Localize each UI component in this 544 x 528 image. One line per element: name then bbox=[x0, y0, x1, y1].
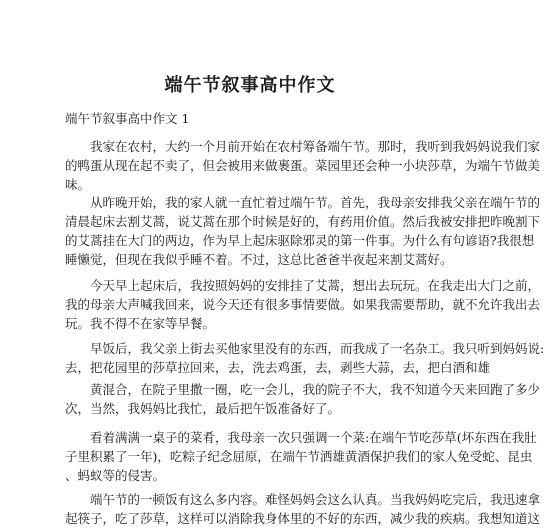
paragraph-line: 、蚂蚁等的侵害。 bbox=[65, 468, 166, 483]
paragraph-line: 从昨晚开始，我的家人就一直忙着过端午节。首先，我母亲安排我父亲在端午节的 bbox=[65, 195, 541, 210]
paragraph-line: 玩。我不得不在家等早餐。 bbox=[65, 316, 216, 331]
paragraph-3 bbox=[65, 276, 541, 333]
paragraph-line: 看着满满一桌子的菜肴，我母亲一次只强调一个菜:在端午节吃莎草(坏东西在我肚 bbox=[65, 430, 537, 445]
paragraph-line: 的鸭蛋从现在起不卖了，但会被用来做裹蛋。菜园里还会种一小块莎草，为端午节做美 bbox=[65, 158, 541, 173]
paragraph-line: 的艾蒿挂在大门的两边，作为早上起床驱除邪灵的第一件事。为什么有句谚语?我很想 bbox=[65, 233, 535, 248]
paragraph-5 bbox=[65, 380, 541, 418]
paragraph-line: 端午节的一顿饭有这么多内容。难怪妈妈会这么认真。当我妈妈吃完后，我迅速拿 bbox=[65, 492, 541, 507]
paragraph-line: 去，把花园里的莎草拉回来，去，洗去鸡蛋，去，剥些大蒜，去，把白酒和雄 bbox=[65, 360, 491, 375]
paragraph-line: 清晨起床去割艾蒿，说艾蒿在那个时候是好的，有药用价值。然后我被安排把昨晚割下 bbox=[65, 214, 541, 229]
paragraph-line: 次，当然，我妈妈比我忙，最后把午饭准备好了。 bbox=[65, 401, 341, 416]
paragraph-line: 早饭后，我父亲上街去买他家里没有的东西，而我成了一名杂工。我只听到妈妈说: bbox=[65, 341, 544, 356]
paragraph-2 bbox=[65, 193, 541, 269]
paragraph-4 bbox=[65, 339, 544, 377]
paragraph-6 bbox=[65, 428, 537, 485]
paragraph-7 bbox=[65, 490, 541, 528]
paragraph-line: 起筷子，吃了莎草，这样可以消除我身体里的不好的东西，减少我的疾病。我想知道这 bbox=[65, 511, 541, 526]
paragraph-1 bbox=[65, 137, 541, 194]
paragraph-line: 今天早上起床后，我按照妈妈的安排挂了艾蒿，想出去玩玩。在我走出大门之前， bbox=[65, 278, 541, 293]
paragraph-line: 睡懒觉，但现在我似乎睡不着。不过，这总比爸爸半夜起来割艾蒿好。 bbox=[65, 252, 453, 267]
paragraph-line: 黄混合，在院子里撒一圈，吃一会儿，我的院子不大，我不知道今天来回跑了多少 bbox=[65, 382, 541, 397]
paragraph-line: 我的母亲大声喊我回来，说今天还有很多事情要做。如果我需要帮助，就不允许我出去 bbox=[65, 297, 541, 312]
paragraph-line: 味。 bbox=[65, 177, 91, 192]
document-subtitle: 端午节叙事高中作文 1 bbox=[65, 111, 190, 126]
paragraph-line: 我家在农村，大约一个月前开始在农村筹备端午节。那时，我听到我妈妈说我们家 bbox=[65, 139, 541, 154]
paragraph-line: 子里积累了一年)，吃粽子纪念屈原，在端午节洒雄黄酒保护我们的家人免受蛇、昆虫 bbox=[65, 449, 533, 464]
document-title: 端午节叙事高中作文 bbox=[164, 75, 336, 96]
